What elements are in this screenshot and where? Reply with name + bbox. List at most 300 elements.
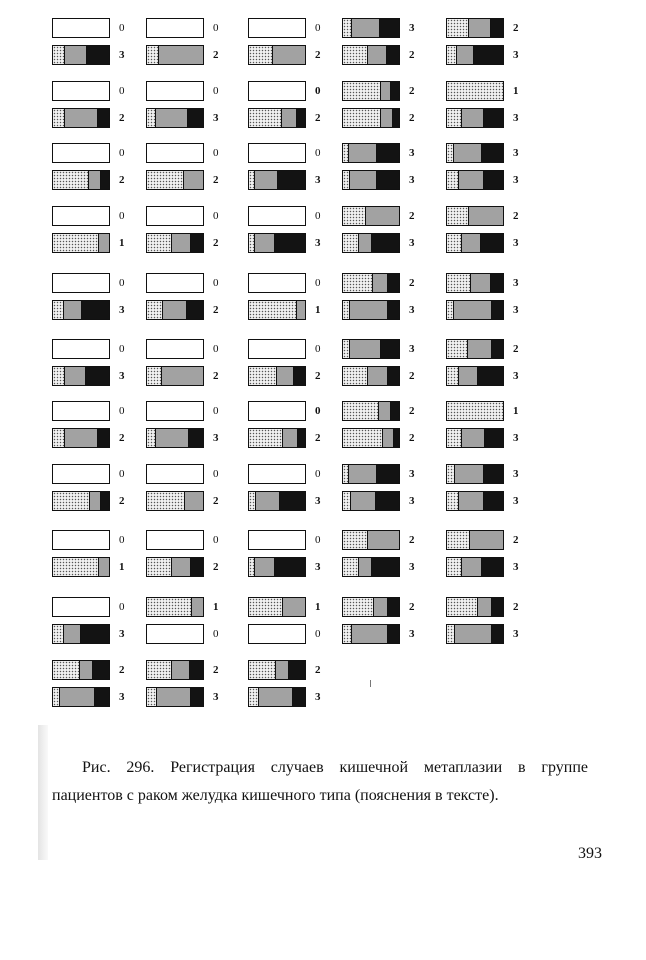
lower-score: 2 bbox=[409, 112, 415, 124]
lower-bar bbox=[52, 170, 110, 190]
grey-segment bbox=[461, 429, 485, 447]
grey-segment bbox=[64, 367, 86, 385]
grey-segment bbox=[275, 661, 288, 679]
lower-score: 2 bbox=[213, 174, 219, 186]
upper-bar bbox=[248, 339, 306, 359]
grey-segment bbox=[162, 301, 186, 319]
black-segment bbox=[490, 19, 503, 37]
lower-bar bbox=[52, 491, 110, 511]
dotted-segment bbox=[147, 688, 156, 706]
lower-score: 3 bbox=[119, 304, 125, 316]
lower-bar bbox=[52, 300, 110, 320]
upper-bar bbox=[146, 530, 204, 550]
upper-bar bbox=[146, 273, 204, 293]
black-segment bbox=[491, 340, 503, 358]
lower-score: 3 bbox=[315, 174, 321, 186]
specimen-pair bbox=[146, 206, 236, 258]
upper-bar bbox=[146, 81, 204, 101]
dotted-segment bbox=[447, 465, 454, 483]
dotted-segment bbox=[249, 688, 258, 706]
lower-bar bbox=[52, 108, 110, 128]
dotted-segment bbox=[249, 598, 282, 616]
lower-bar bbox=[248, 366, 306, 386]
specimen-pair bbox=[446, 273, 536, 325]
upper-bar bbox=[446, 597, 504, 617]
upper-bar bbox=[248, 273, 306, 293]
lower-bar bbox=[342, 300, 400, 320]
specimen-pair bbox=[146, 660, 236, 712]
upper-score: 2 bbox=[213, 664, 219, 676]
lower-score: 2 bbox=[409, 370, 415, 382]
lower-score: 2 bbox=[119, 112, 125, 124]
dotted-segment bbox=[147, 46, 158, 64]
upper-bar bbox=[342, 401, 400, 421]
upper-bar bbox=[248, 660, 306, 680]
lower-bar bbox=[248, 233, 306, 253]
lower-bar bbox=[342, 557, 400, 577]
black-segment bbox=[387, 625, 399, 643]
lower-score: 3 bbox=[409, 628, 415, 640]
specimen-pair bbox=[446, 530, 536, 582]
upper-bar bbox=[342, 206, 400, 226]
grey-segment bbox=[349, 301, 387, 319]
black-segment bbox=[491, 301, 503, 319]
specimen-pair bbox=[446, 464, 536, 516]
upper-score: 0 bbox=[119, 405, 125, 417]
upper-score: 0 bbox=[213, 405, 219, 417]
grey-segment bbox=[184, 492, 203, 510]
lower-bar bbox=[248, 108, 306, 128]
upper-score: 0 bbox=[119, 277, 125, 289]
upper-score: 0 bbox=[119, 85, 125, 97]
caption-line-1: Рис. 296. Регистрация случаев кишечной метаплазии в группе bbox=[82, 759, 588, 776]
black-segment bbox=[390, 402, 399, 420]
black-segment bbox=[296, 109, 305, 127]
lower-score: 1 bbox=[315, 304, 321, 316]
black-segment bbox=[293, 367, 305, 385]
upper-bar bbox=[342, 273, 400, 293]
grey-segment bbox=[158, 46, 203, 64]
upper-score: 0 bbox=[213, 343, 219, 355]
specimen-pair bbox=[446, 597, 536, 649]
black-segment bbox=[390, 82, 399, 100]
upper-score: 3 bbox=[513, 147, 519, 159]
grey-segment bbox=[351, 625, 388, 643]
lower-score: 1 bbox=[119, 561, 125, 573]
specimen-pair bbox=[248, 273, 338, 325]
upper-score: 0 bbox=[119, 468, 125, 480]
black-segment bbox=[190, 688, 203, 706]
specimen-pair bbox=[52, 464, 142, 516]
lower-score: 3 bbox=[315, 495, 321, 507]
upper-score: 0 bbox=[119, 601, 125, 613]
grey-segment bbox=[171, 234, 190, 252]
grey-segment bbox=[89, 492, 101, 510]
lower-score: 3 bbox=[119, 370, 125, 382]
specimen-pair bbox=[342, 401, 432, 453]
lower-score: 3 bbox=[119, 49, 125, 61]
lower-bar bbox=[248, 557, 306, 577]
specimen-pair bbox=[248, 18, 338, 70]
upper-score: 0 bbox=[315, 277, 321, 289]
lower-score: 2 bbox=[213, 304, 219, 316]
black-segment bbox=[187, 109, 203, 127]
black-segment bbox=[85, 367, 109, 385]
black-segment bbox=[483, 492, 503, 510]
upper-bar bbox=[446, 206, 504, 226]
specimen-pair bbox=[248, 464, 338, 516]
upper-score: 2 bbox=[409, 277, 415, 289]
grey-segment bbox=[281, 109, 296, 127]
upper-score: 0 bbox=[119, 343, 125, 355]
lower-bar bbox=[146, 491, 204, 511]
dotted-segment bbox=[53, 234, 98, 252]
lower-bar bbox=[52, 687, 110, 707]
black-segment bbox=[387, 367, 399, 385]
lower-bar bbox=[248, 428, 306, 448]
page-number: 393 bbox=[578, 845, 602, 862]
lower-bar bbox=[446, 300, 504, 320]
upper-bar bbox=[52, 273, 110, 293]
lower-bar bbox=[446, 233, 504, 253]
lower-bar bbox=[146, 170, 204, 190]
dotted-segment bbox=[147, 301, 162, 319]
upper-bar bbox=[146, 206, 204, 226]
upper-score: 0 bbox=[213, 468, 219, 480]
black-segment bbox=[473, 46, 503, 64]
black-segment bbox=[288, 661, 305, 679]
specimen-pair bbox=[248, 81, 338, 133]
upper-score: 2 bbox=[513, 534, 519, 546]
upper-score: 2 bbox=[513, 210, 519, 222]
specimen-pair bbox=[446, 18, 536, 70]
grey-segment bbox=[373, 598, 388, 616]
grey-segment bbox=[254, 171, 277, 189]
lower-score: 3 bbox=[315, 237, 321, 249]
upper-bar bbox=[52, 597, 110, 617]
upper-bar bbox=[446, 339, 504, 359]
lower-score: 3 bbox=[513, 561, 519, 573]
figure-caption bbox=[52, 754, 588, 810]
lower-score: 3 bbox=[315, 561, 321, 573]
grey-segment bbox=[79, 661, 92, 679]
grey-segment bbox=[155, 429, 188, 447]
upper-bar bbox=[146, 18, 204, 38]
specimen-pair bbox=[248, 143, 338, 195]
lower-bar bbox=[446, 624, 504, 644]
lower-score: 3 bbox=[409, 561, 415, 573]
black-segment bbox=[297, 429, 305, 447]
upper-score: 1 bbox=[315, 601, 321, 613]
upper-score: 0 bbox=[315, 85, 321, 97]
dotted-segment bbox=[147, 109, 155, 127]
upper-score: 0 bbox=[119, 147, 125, 159]
black-segment bbox=[393, 429, 399, 447]
upper-score: 1 bbox=[213, 601, 219, 613]
lower-bar bbox=[446, 491, 504, 511]
black-segment bbox=[376, 144, 399, 162]
dotted-segment bbox=[53, 367, 64, 385]
specimen-pair bbox=[52, 401, 142, 453]
lower-bar bbox=[146, 108, 204, 128]
black-segment bbox=[186, 301, 203, 319]
grey-segment bbox=[454, 465, 483, 483]
upper-score: 3 bbox=[409, 468, 415, 480]
upper-bar bbox=[446, 273, 504, 293]
upper-bar bbox=[342, 530, 400, 550]
grey-segment bbox=[59, 688, 93, 706]
specimen-pair bbox=[146, 18, 236, 70]
lower-score: 3 bbox=[513, 237, 519, 249]
dotted-segment bbox=[147, 598, 191, 616]
lower-score: 3 bbox=[513, 304, 519, 316]
black-segment bbox=[97, 429, 109, 447]
lower-bar bbox=[446, 428, 504, 448]
upper-bar bbox=[146, 401, 204, 421]
upper-score: 2 bbox=[315, 664, 321, 676]
grey-segment bbox=[88, 171, 100, 189]
lower-score: 3 bbox=[213, 432, 219, 444]
upper-score: 0 bbox=[213, 85, 219, 97]
lower-score: 2 bbox=[409, 49, 415, 61]
upper-score: 0 bbox=[213, 277, 219, 289]
dotted-segment bbox=[343, 367, 367, 385]
upper-bar bbox=[248, 206, 306, 226]
specimen-pair bbox=[446, 206, 536, 258]
dotted-segment bbox=[53, 492, 89, 510]
specimen-pair bbox=[146, 143, 236, 195]
dotted-segment bbox=[343, 274, 372, 292]
lower-bar bbox=[342, 233, 400, 253]
grey-segment bbox=[358, 558, 371, 576]
lower-bar bbox=[248, 170, 306, 190]
upper-bar bbox=[446, 81, 504, 101]
lower-bar bbox=[342, 491, 400, 511]
upper-score: 2 bbox=[409, 210, 415, 222]
upper-score: 0 bbox=[315, 210, 321, 222]
upper-bar bbox=[146, 143, 204, 163]
dotted-segment bbox=[447, 234, 461, 252]
upper-score: 0 bbox=[119, 534, 125, 546]
black-segment bbox=[490, 274, 503, 292]
grey-segment bbox=[378, 402, 390, 420]
dotted-segment bbox=[53, 625, 63, 643]
black-segment bbox=[386, 46, 399, 64]
upper-bar bbox=[146, 660, 204, 680]
upper-score: 0 bbox=[315, 468, 321, 480]
lower-bar bbox=[248, 300, 306, 320]
lower-score: 3 bbox=[213, 112, 219, 124]
dotted-segment bbox=[147, 558, 171, 576]
grey-segment bbox=[171, 558, 190, 576]
upper-bar bbox=[52, 660, 110, 680]
grey-segment bbox=[351, 19, 379, 37]
dotted-segment bbox=[447, 402, 503, 420]
black-segment bbox=[80, 625, 109, 643]
specimen-pair bbox=[146, 597, 236, 649]
black-segment bbox=[279, 492, 305, 510]
grey-segment bbox=[380, 82, 390, 100]
grey-segment bbox=[282, 598, 305, 616]
specimen-pair bbox=[342, 18, 432, 70]
grey-segment bbox=[155, 109, 187, 127]
upper-bar bbox=[248, 81, 306, 101]
grey-segment bbox=[470, 274, 490, 292]
specimen-pair bbox=[342, 143, 432, 195]
lower-bar bbox=[52, 428, 110, 448]
lower-bar bbox=[248, 687, 306, 707]
lower-bar bbox=[146, 624, 204, 644]
black-segment bbox=[477, 367, 503, 385]
upper-score: 0 bbox=[315, 343, 321, 355]
black-segment bbox=[292, 688, 305, 706]
upper-score: 3 bbox=[409, 22, 415, 34]
lower-score: 3 bbox=[409, 495, 415, 507]
upper-bar bbox=[446, 143, 504, 163]
specimen-pair bbox=[52, 81, 142, 133]
dotted-segment bbox=[343, 109, 380, 127]
grey-segment bbox=[468, 19, 491, 37]
specimen-pair bbox=[146, 273, 236, 325]
black-segment bbox=[491, 625, 503, 643]
black-segment bbox=[484, 429, 503, 447]
dotted-segment bbox=[447, 274, 470, 292]
specimen-pair bbox=[52, 597, 142, 649]
grey-segment bbox=[469, 531, 503, 549]
upper-bar bbox=[446, 18, 504, 38]
lower-bar bbox=[52, 233, 110, 253]
dotted-segment bbox=[249, 661, 275, 679]
specimen-pair bbox=[342, 597, 432, 649]
lower-bar bbox=[146, 300, 204, 320]
upper-bar bbox=[52, 339, 110, 359]
upper-score: 3 bbox=[513, 277, 519, 289]
upper-bar bbox=[248, 597, 306, 617]
grey-segment bbox=[458, 171, 483, 189]
upper-score: 2 bbox=[119, 664, 125, 676]
upper-bar bbox=[52, 143, 110, 163]
grey-segment bbox=[365, 207, 399, 225]
black-segment bbox=[100, 492, 109, 510]
lower-score: 2 bbox=[213, 49, 219, 61]
black-segment bbox=[387, 598, 399, 616]
upper-score: 2 bbox=[409, 85, 415, 97]
lower-bar bbox=[248, 491, 306, 511]
grey-segment bbox=[254, 558, 274, 576]
dotted-segment bbox=[53, 171, 88, 189]
lower-bar bbox=[342, 624, 400, 644]
lower-score: 3 bbox=[315, 691, 321, 703]
grey-segment bbox=[367, 531, 399, 549]
specimen-pair bbox=[342, 530, 432, 582]
lower-score: 2 bbox=[315, 112, 321, 124]
dotted-segment bbox=[249, 301, 296, 319]
lower-score: 0 bbox=[315, 628, 321, 640]
lower-bar bbox=[342, 170, 400, 190]
upper-bar bbox=[342, 18, 400, 38]
black-segment bbox=[483, 171, 503, 189]
lower-bar bbox=[446, 108, 504, 128]
grey-segment bbox=[458, 492, 483, 510]
upper-bar bbox=[446, 464, 504, 484]
black-segment bbox=[481, 144, 503, 162]
lower-score: 2 bbox=[213, 370, 219, 382]
upper-bar bbox=[248, 464, 306, 484]
grey-segment bbox=[64, 429, 97, 447]
upper-bar bbox=[52, 18, 110, 38]
grey-segment bbox=[258, 688, 292, 706]
dotted-segment bbox=[343, 558, 358, 576]
upper-score: 2 bbox=[513, 601, 519, 613]
dotted-segment bbox=[447, 109, 461, 127]
dotted-segment bbox=[343, 598, 373, 616]
upper-score: 0 bbox=[119, 22, 125, 34]
dotted-segment bbox=[53, 661, 79, 679]
lower-score: 3 bbox=[409, 237, 415, 249]
lower-bar bbox=[342, 45, 400, 65]
dotted-segment bbox=[447, 531, 469, 549]
dotted-segment bbox=[447, 340, 467, 358]
upper-score: 1 bbox=[513, 405, 519, 417]
black-segment bbox=[92, 661, 109, 679]
dotted-segment bbox=[447, 367, 458, 385]
specimen-pair bbox=[248, 660, 338, 712]
specimen-pair bbox=[342, 339, 432, 391]
lower-bar bbox=[146, 557, 204, 577]
grey-segment bbox=[282, 429, 297, 447]
black-segment bbox=[277, 171, 305, 189]
lower-score: 3 bbox=[409, 174, 415, 186]
dotted-segment bbox=[447, 46, 456, 64]
grey-segment bbox=[461, 109, 484, 127]
lower-bar bbox=[146, 45, 204, 65]
dotted-segment bbox=[53, 109, 64, 127]
specimen-pair bbox=[52, 530, 142, 582]
upper-bar bbox=[146, 339, 204, 359]
upper-bar bbox=[248, 18, 306, 38]
upper-bar bbox=[248, 530, 306, 550]
lower-score: 3 bbox=[513, 49, 519, 61]
black-segment bbox=[190, 234, 203, 252]
upper-score: 0 bbox=[315, 22, 321, 34]
dotted-segment bbox=[147, 234, 171, 252]
upper-score: 2 bbox=[513, 22, 519, 34]
lower-score: 3 bbox=[119, 691, 125, 703]
black-segment bbox=[81, 301, 109, 319]
dotted-segment bbox=[343, 19, 351, 37]
grey-segment bbox=[98, 234, 109, 252]
lower-bar bbox=[146, 687, 204, 707]
specimen-pair bbox=[342, 464, 432, 516]
black-segment bbox=[380, 340, 399, 358]
dotted-segment bbox=[147, 492, 184, 510]
lower-bar bbox=[52, 624, 110, 644]
lower-bar bbox=[446, 557, 504, 577]
black-segment bbox=[97, 109, 109, 127]
upper-score: 0 bbox=[315, 405, 321, 417]
upper-bar bbox=[52, 206, 110, 226]
lower-score: 3 bbox=[513, 112, 519, 124]
dotted-segment bbox=[343, 46, 367, 64]
upper-bar bbox=[342, 339, 400, 359]
lower-bar bbox=[446, 45, 504, 65]
lower-bar bbox=[342, 108, 400, 128]
specimen-pair bbox=[342, 273, 432, 325]
specimen-pair bbox=[248, 339, 338, 391]
lower-bar bbox=[146, 366, 204, 386]
grey-segment bbox=[171, 661, 188, 679]
black-segment bbox=[379, 19, 399, 37]
